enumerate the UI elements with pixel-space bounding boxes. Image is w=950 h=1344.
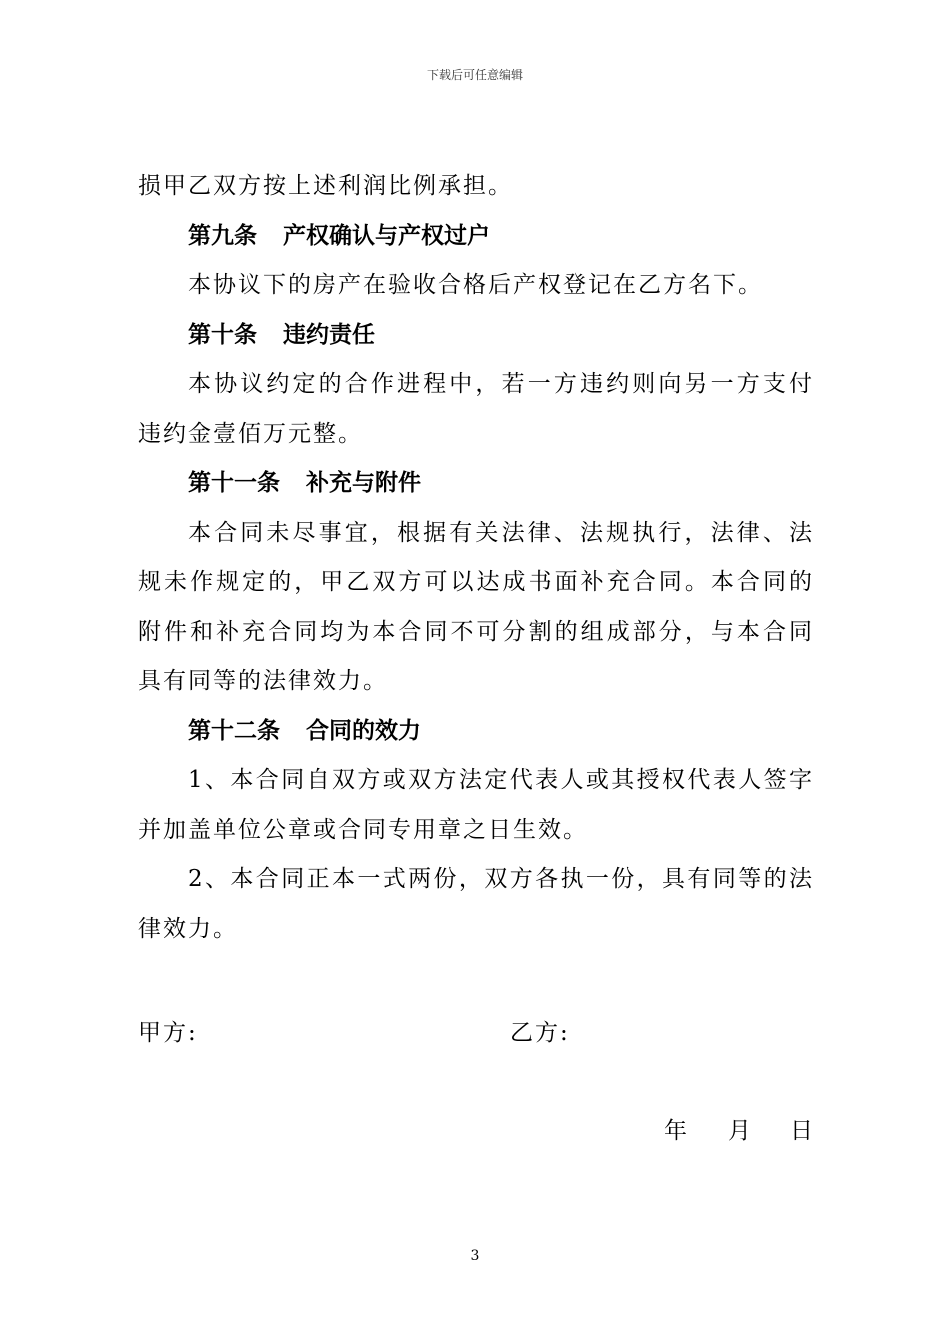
paragraph-line: 并加盖单位公章或合同专用章之日生效。 xyxy=(138,816,588,843)
article-number: 第十二条 xyxy=(188,717,280,744)
date-month-label: 月 xyxy=(728,1118,751,1144)
article-title: 合同的效力 xyxy=(306,717,421,744)
article-12-heading xyxy=(138,707,812,757)
paragraph-line: 违约金壹佰万元整。 xyxy=(138,420,363,447)
paragraph-line: 损甲乙双方按上述利润比例承担。 xyxy=(138,173,513,199)
signature-row xyxy=(138,1010,812,1056)
article-title: 产权确认与产权过户 xyxy=(283,222,490,249)
paragraph-line: 本合同未尽事宜，根据有关法律、法规执行，法律、法 xyxy=(188,519,812,546)
signature-date xyxy=(660,1108,812,1154)
article-title: 补充与附件 xyxy=(306,470,421,496)
paragraph-line: 本协议约定的合作进程中，若一方违约则向另一方支付 xyxy=(188,371,812,397)
header-note: 下载后可任意编辑 xyxy=(426,68,523,82)
paragraph-line: 2、本合同正本一式两份，双方各执一份，具有同等的法 xyxy=(188,866,812,892)
paragraph-line: 具有同等的法律效力。 xyxy=(138,668,388,694)
paragraph-line: 本协议下的房产在验收合格后产权登记在乙方名下。 xyxy=(188,272,763,298)
paragraph-line: 1、本合同自双方或双方法定代表人或其授权代表人签字 xyxy=(188,767,812,793)
paragraph-line: 规未作规定的，甲乙双方可以达成书面补充合同。本合同的 xyxy=(138,569,812,595)
article-10-heading xyxy=(138,311,812,361)
article-number: 第十一条 xyxy=(188,470,280,496)
article-title: 违约责任 xyxy=(283,321,375,348)
date-day-label: 日 xyxy=(790,1118,813,1144)
date-year-label: 年 xyxy=(664,1118,687,1144)
article-number: 第九条 xyxy=(188,222,257,249)
party-a-label: 甲方: xyxy=(138,1020,198,1046)
party-b-label: 乙方: xyxy=(510,1020,570,1046)
paragraph-line: 附件和补充合同均为本合同不可分割的组成部分，与本合同 xyxy=(138,618,812,645)
article-number: 第十条 xyxy=(188,321,257,348)
article-11-heading xyxy=(138,459,812,509)
article-9-heading xyxy=(138,212,812,262)
document-body xyxy=(138,162,812,954)
paragraph-line: 律效力。 xyxy=(138,915,238,942)
page-number: 3 xyxy=(470,1248,480,1264)
